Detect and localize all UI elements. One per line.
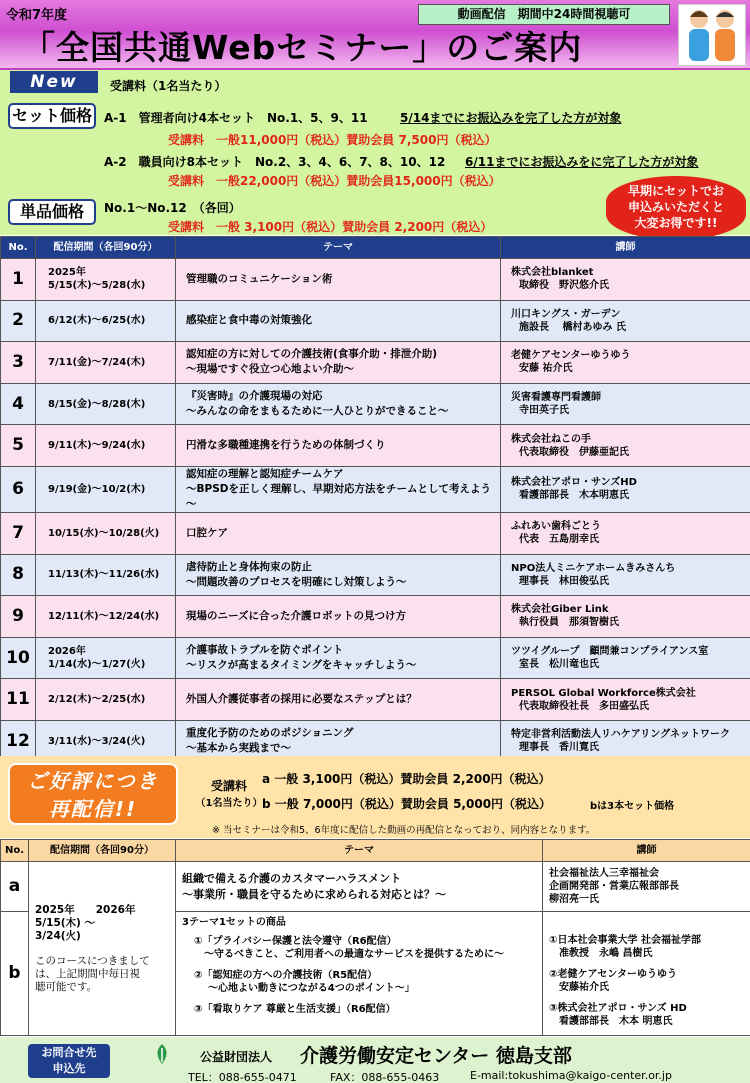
theme-cell <box>176 637 501 679</box>
theme-line: 感染症と食中毒の対策強化 <box>186 314 312 327</box>
lecturer-line: 企画開発部・営業広報部部長 <box>549 881 679 892</box>
rebroadcast-table <box>0 839 750 1036</box>
row-no: 12 <box>1 720 36 762</box>
row-no: 11 <box>1 679 36 721</box>
email-link[interactable]: E-mail:tokushima@kaigo-center.or.jp <box>470 1069 672 1082</box>
row-no: 5 <box>1 425 36 467</box>
period-cell <box>29 862 176 1036</box>
lecturer-line: 災害看護専門看護師 <box>511 392 601 404</box>
theme-cell <box>176 912 543 1036</box>
re-fee-label <box>194 777 264 809</box>
org-prefix: 公益財団法人 <box>200 1050 273 1064</box>
period-note-line: 聴可能です。 <box>35 980 98 993</box>
theme-line: 口腔ケア <box>186 526 228 539</box>
col-header-theme: テーマ <box>176 237 501 259</box>
theme-line: 円滑な多職種連携を行うための体制づくり <box>186 439 386 452</box>
period-line: 10/15(水)～10/28(火) <box>48 527 160 539</box>
table-row <box>1 383 750 425</box>
a1-line: A-1 管理者向け4本セット No.1、5、9、11 <box>104 111 368 125</box>
single-price: 受講料 一般 3,100円（税込）賛助会員 2,200円（税込） <box>168 220 493 234</box>
period-line: 12/11(木)～12/24(水) <box>48 610 160 622</box>
theme-intro: 3テーマ1セットの商品 <box>182 917 286 928</box>
lecturer-line: 代表取締役 伊藤亜記氏 <box>519 446 629 458</box>
period-line: 9/19(金)～10/2(木) <box>48 483 146 495</box>
tel: TEL：088-655-0471 <box>188 1071 297 1083</box>
period-cell <box>36 259 176 301</box>
table-row <box>1 342 750 384</box>
theme-line: 認知症の方に対しての介護技術(食事介助・排泄介助) <box>186 348 438 361</box>
row-no: 4 <box>1 383 36 425</box>
lecturer-line: 安藤 祐介氏 <box>519 363 573 375</box>
theme-line: 介護事故トラブルを防ぐポイント <box>186 644 344 657</box>
lecturer-line: 株式会社blanket <box>511 267 594 279</box>
col-header-no: No. <box>1 237 36 259</box>
lecturer-cell <box>543 912 750 1036</box>
theme-line: 現場のニーズに合った介護ロボットの見つけ方 <box>186 609 406 622</box>
period-line: 3/24(火) <box>35 929 81 942</box>
lecturer-line: 看護部部長 木本明恵氏 <box>519 490 629 502</box>
period-note-line: は、上記期間中毎日視 <box>35 967 140 980</box>
lecturer-cell <box>501 259 750 301</box>
lecturer-line: 看護部部長 木本 明恵氏 <box>559 1016 673 1027</box>
col-header-period: 配信期間（各回90分） <box>36 237 176 259</box>
table-row <box>1 554 750 596</box>
re-fee-label-line: （1名当たり） <box>195 798 263 809</box>
rebroadcast-badge-line: 再配信!! <box>48 797 138 821</box>
lecturer-line: PERSOL Global Workforce株式会社 <box>511 687 696 699</box>
period-line: 5/15(木) ～ <box>35 916 96 929</box>
fax: FAX：088-655-0463 <box>330 1071 440 1083</box>
re-note: ※ 当セミナーは令和5、6年度に配信した動画の再配信となっており、同内容となります。 <box>212 825 596 836</box>
lecturer-line: 社会福祉法人三幸福祉会 <box>549 868 659 879</box>
period-cell <box>36 512 176 554</box>
period-cell <box>36 554 176 596</box>
theme-line: 管理職のコミュニケーション術 <box>186 272 333 285</box>
early-bird-burst <box>606 176 746 240</box>
contact-badge <box>28 1044 110 1078</box>
period-cell <box>36 679 176 721</box>
lecturer-line: 取締役 野沢悠介氏 <box>519 280 609 292</box>
theme-line: ①「プライバシー保護と法令遵守（R6配信） <box>194 936 397 947</box>
lecturer-line: 施設長 橋村あゆみ 氏 <box>519 321 626 333</box>
lecturer-line: ①日本社会事業大学 社会福祉学部 <box>549 935 701 946</box>
theme-cell <box>176 425 501 467</box>
col-header-theme: テーマ <box>176 840 543 862</box>
lecturer-line: 柳沼亮一氏 <box>549 894 599 905</box>
theme-line: ～基本から実践まで～ <box>186 742 291 755</box>
lecturer-cell <box>501 554 750 596</box>
lecturer-cell <box>501 637 750 679</box>
period-line: 8/15(金)～8/28(木) <box>48 398 146 410</box>
theme-line: ～問題改善のプロセスを明確にし対策しよう～ <box>186 575 407 588</box>
row-no: 2 <box>1 300 36 342</box>
lecturer-line: 室長 松川竜也氏 <box>519 659 599 671</box>
theme-line: ③「看取りケア 尊厳と生活支援」（R6配信） <box>194 1004 396 1015</box>
lecturer-cell <box>501 342 750 384</box>
new-badge: New <box>10 71 98 93</box>
lecturer-cell <box>501 425 750 467</box>
lecturer-line: 株式会社Giber Link <box>511 604 609 616</box>
table-row <box>1 259 750 301</box>
lecturer-line: ②老健ケアセンターゆうゆう <box>549 969 677 980</box>
period-line: 5/15(木)～5/28(水) <box>48 280 146 292</box>
row-no: 1 <box>1 259 36 301</box>
lecturer-line: 理事長 林田俊弘氏 <box>519 575 609 587</box>
rebroadcast-badge-line: ご好評につき <box>27 769 159 793</box>
theme-cell <box>176 300 501 342</box>
single-line: No.1～No.12 （各回） <box>104 201 241 215</box>
theme-line: ②「認知症の方への介護技術（R5配信） <box>194 970 378 981</box>
row-no: 6 <box>1 466 36 512</box>
lecturer-cell <box>543 862 750 912</box>
period-cell <box>36 383 176 425</box>
row-no: b <box>1 912 29 1036</box>
col-header-lecturer: 講師 <box>501 237 750 259</box>
row-no: 10 <box>1 637 36 679</box>
lecturer-cell <box>501 466 750 512</box>
col-header-period: 配信期間（各回90分） <box>29 840 176 862</box>
a2-deadline: 6/11までにお振込みをに完了した方が対象 <box>465 155 699 169</box>
theme-cell <box>176 342 501 384</box>
period-line: 3/11(水)～3/24(火) <box>48 735 146 747</box>
lecturer-line: ツツイグループ 顧問兼コンプライアンス室 <box>511 646 709 658</box>
org-name: 介護労働安定センター 徳島支部 <box>300 1045 572 1067</box>
period-line: 2025年 <box>48 267 86 279</box>
theme-line: ～BPSDを正しく理解し、早期対応方法をチームとして考えよう～ <box>186 482 491 510</box>
lecturer-cell <box>501 679 750 721</box>
organization-logo-icon <box>150 1042 174 1066</box>
lecturer-cell <box>501 512 750 554</box>
lecturer-line: 株式会社アポロ・サンズHD <box>511 477 637 489</box>
re-price-b-note: bは3本セット価格 <box>590 801 675 812</box>
fiscal-year: 令和7年度 <box>6 8 68 23</box>
re-price-b: b 一般 7,000円（税込）賛助会員 5,000円（税込） <box>262 797 552 811</box>
theme-cell <box>176 862 543 912</box>
rebroadcast-badge <box>8 763 178 825</box>
theme-line: 認知症の理解と認知症チームケア <box>186 467 344 480</box>
period-cell <box>36 596 176 638</box>
row-no: a <box>1 862 29 912</box>
lecturer-line: 老健ケアセンターゆうゆう <box>511 350 631 362</box>
caregivers-illustration <box>678 4 746 66</box>
theme-line: 組織で備える介護のカスタマーハラスメント <box>182 871 402 885</box>
lecturer-line: 川口キングス・ガーデン <box>511 308 621 320</box>
theme-line: 重度化予防のためのポジショニング <box>186 727 354 740</box>
table-row <box>1 512 750 554</box>
period-line: 2026年 <box>48 646 86 658</box>
theme-cell <box>176 596 501 638</box>
theme-cell <box>176 259 501 301</box>
seminar-schedule-table <box>0 236 750 763</box>
row-no: 9 <box>1 596 36 638</box>
lecturer-line: ふれあい歯科ごとう <box>511 521 601 533</box>
theme-line: ～みんなの命をまもるために一人ひとりができること～ <box>186 405 449 418</box>
re-price-a: a 一般 3,100円（税込）賛助会員 2,200円（税込） <box>262 772 551 786</box>
period-line: 2/12(木)～2/25(水) <box>48 694 146 706</box>
period-line: 7/11(金)～7/24(木) <box>48 356 146 368</box>
lecturer-cell <box>501 300 750 342</box>
period-cell <box>36 425 176 467</box>
theme-line: ～守るべきこと、ご利用者への最適なサービスを提供するために～ <box>204 949 504 960</box>
period-line: 6/12(木)～6/25(水) <box>48 315 146 327</box>
lecturer-line: 准教授 永嶋 昌樹氏 <box>559 948 653 959</box>
period-cell <box>36 637 176 679</box>
a2-line: A-2 職員向け8本セット No.2、3、4、6、7、8、10、12 <box>104 155 446 169</box>
lecturer-line: 安藤祐介氏 <box>559 982 609 993</box>
row-no: 8 <box>1 554 36 596</box>
period-line: 1/14(水)～1/27(火) <box>48 659 146 671</box>
a2-price: 受講料 一般22,000円（税込）賛助会員15,000円（税込） <box>168 174 501 188</box>
row-no: 3 <box>1 342 36 384</box>
theme-line: ～現場ですぐ役立つ心地よい介助～ <box>186 363 354 376</box>
period-cell <box>36 300 176 342</box>
period-note-line: このコースにつきまして <box>35 954 150 967</box>
theme-cell <box>176 554 501 596</box>
table-row <box>1 425 750 467</box>
lecturer-cell <box>501 383 750 425</box>
theme-line: ～事業所・職員を守るために求められる対応とは？～ <box>182 887 446 901</box>
col-header-lecturer: 講師 <box>543 840 750 862</box>
live-badge: 動画配信 期間中24時間視聴可 <box>418 4 670 25</box>
theme-cell <box>176 512 501 554</box>
lecturer-line: NPO法人ミニケアホームきみさんち <box>511 562 676 574</box>
period-line: 9/11(木)～9/24(水) <box>48 440 146 452</box>
table-row <box>1 637 750 679</box>
lecturer-line: ③株式会社アポロ・サンズ HD <box>549 1003 687 1014</box>
a1-deadline: 5/14までにお振込みを完了した方が対象 <box>400 111 622 125</box>
theme-line: 『災害時』の介護現場の対応 <box>186 390 323 403</box>
theme-cell <box>176 466 501 512</box>
burst-line: 早期にセットでお <box>627 184 724 198</box>
lecturer-line: 理事長 香川寛氏 <box>519 742 599 754</box>
lecturer-line: 寺田英子氏 <box>519 405 569 417</box>
period-line: 2025年 2026年 <box>35 903 136 916</box>
set-price-caption: セット価格 <box>8 103 96 129</box>
col-header-no: No. <box>1 840 29 862</box>
a1-price: 受講料 一般11,000円（税込）賛助会員 7,500円（税込） <box>168 133 497 147</box>
table-row <box>1 466 750 512</box>
lecturer-line: 代表取締役社長 多田盛弘氏 <box>519 700 649 712</box>
lecturer-line: 代表 五島朋幸氏 <box>519 534 599 546</box>
burst-line: 申込みいただくと <box>627 200 724 214</box>
theme-line: 虐待防止と身体拘束の防止 <box>186 560 312 573</box>
table-row <box>1 596 750 638</box>
page-title: 「全国共通Webセミナー」のご案内 <box>22 28 583 67</box>
theme-cell <box>176 383 501 425</box>
contact-line: 申込先 <box>52 1062 86 1075</box>
burst-line: 大変お得です!! <box>634 216 718 230</box>
lecturer-line: 株式会社ねこの手 <box>511 433 591 445</box>
table-row <box>1 300 750 342</box>
row-no: 7 <box>1 512 36 554</box>
lecturer-line: 特定非営利活動法人リハケアリングネットワーク <box>511 729 730 741</box>
period-line: 11/13(木)～11/26(水) <box>48 569 160 581</box>
fee-label: 受講料（1名当たり） <box>110 79 227 93</box>
table-row <box>1 679 750 721</box>
table-row <box>1 862 750 912</box>
period-cell <box>36 466 176 512</box>
theme-line: 外国人介護従事者の採用に必要なステップとは？ <box>186 693 417 706</box>
contact-line: お問合せ先 <box>41 1046 97 1059</box>
lecturer-line: 執行役員 那須智樹氏 <box>519 617 619 629</box>
re-fee-label-line: 受講料 <box>210 779 247 793</box>
theme-cell <box>176 679 501 721</box>
theme-line: ～リスクが高まるタイミングをキャッチしよう～ <box>186 659 417 672</box>
period-cell <box>36 342 176 384</box>
theme-line: ～心地よい動きにつながる4つのポイント～」 <box>208 983 415 994</box>
single-price-caption: 単品価格 <box>8 199 96 225</box>
lecturer-cell <box>501 596 750 638</box>
